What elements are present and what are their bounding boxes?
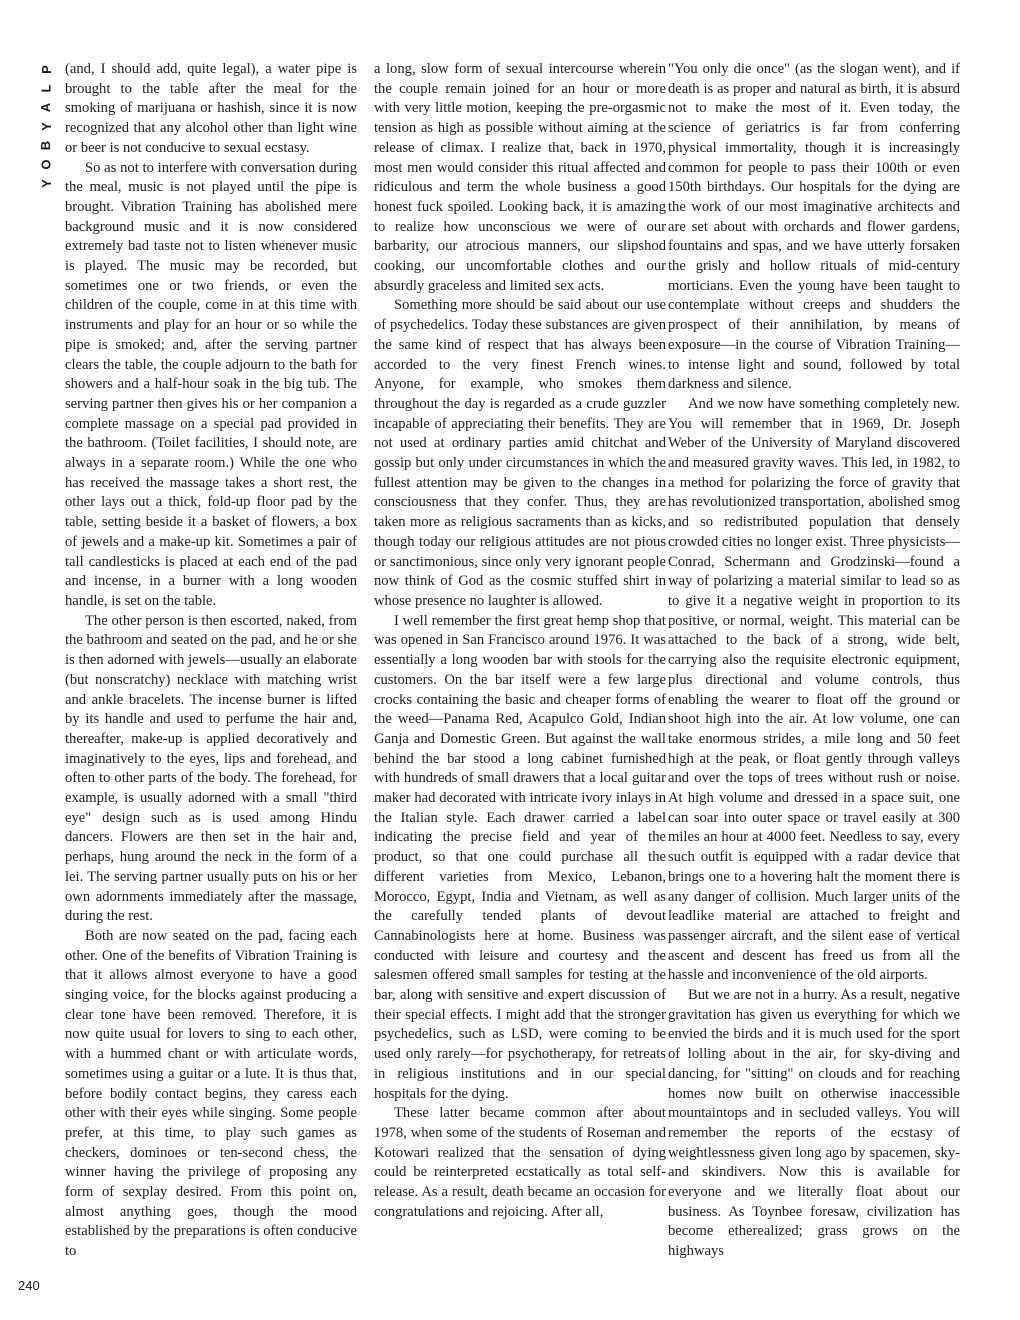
paragraph: "You only die once" (as the slogan went), and if death is as proper and natural as birth, it is absurd not to make the most of it. Even today, the science of geriatrics is far from conferring physical immortality, though it is increasingly common for people to pass their 100th or even 150th birthdays. Our hospitals for the dying are the work of our most imaginative architects and are set about with orchards and flower gardens, fountains and spas, and we have utterly forsaken the grisly and hollow rituals of mid-century morticians. Even the young have been taught to contemplate without creeps and shudders the prospect of their annihilation, by means of exposure—in the course of Vibration Training—to intense light and sound, followed by total darkness and silence.	[668, 61, 960, 393]
paragraph: And we now have something completely new. You will remember that in 1969, Dr. Joseph Weber of the University of Maryland discovered and measured gravity waves. This led, in 1982, to a method for polarizing the force of gravity that has revolutionized transportation, abolished smog and so redistributed population that densely crowded cities no longer exist. Three physicists—Conrad, Schermann and Grodzinski—found a way of polarizing a material similar to lead so as to give it a negative weight in proportion to its positive, or normal, weight. This material can be attached to the back of a strong, wide belt, carrying also the requisite electronic equipment, plus directional and volume controls, thus enabling the wearer to float off the ground or shoot high into the air. At low volume, one can take enormous strides, a mile long and 50 feet high at the peak, or float gently through valleys and over the tops of trees without rush or noise. At high volume and dressed in a space suit, one can soar into outer space or travel easily at 300 miles an hour at 4000 feet. Needless to say, every such outfit is equipped with a radar device that brings one to a hovering halt the moment there is any danger of collision. Much larger units of the leadlike material are attached to freight and passenger aircraft, and the silent ease of vertical ascent and descent has freed us from all the hassle and inconvenience of the old airports.	[668, 395, 960, 984]
paragraph: These latter became common after about 1978, when some of the students of Roseman and Kotowari realized that the sensation of dying could be reinterpreted ecstatically as total self-release. As a result, death became an occasion for congratulations and rejoicing. After all,	[374, 1105, 666, 1220]
running-head-letter: A	[38, 102, 54, 113]
text-column-1	[65, 60, 357, 1296]
page-number: 240	[18, 1278, 40, 1293]
running-head-letter: P	[38, 65, 54, 74]
running-head-letter: O	[38, 159, 54, 170]
text-column-2	[374, 60, 666, 1296]
paragraph: Both are now seated on the pad, facing each other. One of the benefits of Vibration Training is that it allows almost everyone to have a good singing voice, for the blocks against producing a clear tone have been removed. Therefore, it is now quite usual for lovers to sing to each other, with a hummed chant or with articulate words, sometimes using a guitar or a lute. It is thus that, before bodily contact begins, they caress each other with their eyes while singing. Some people prefer, at this time, to play such games as checkers, dominoes or ten-second chess, the winner having the privilege of proposing any form of sexplay desired. From this point on, almost anything goes, though the mood established by the preparations is often conducive to	[65, 927, 357, 1260]
running-head-letter: L	[38, 84, 54, 93]
text-column-3	[668, 60, 960, 1296]
paragraph: The other person is then escorted, naked, from the bathroom and seated on the pad, and he or she is then adorned with jewels—usually an elaborate (but nonscratchy) necklace with matching wrist and ankle bracelets. The incense burner is lifted by its handle and used to perfume the hair and, thereafter, make-up is applied decoratively and imaginatively to the eyes, lips and forehead, and often to other parts of the body. The forehead, for example, is usually adorned with a small "third eye" design such as is used among Hindu dancers. Flowers are then set in the hair and, perhaps, hung around the neck in the form of a lei. The serving partner usually puts on his or her own adornments immediately after the massage, during the rest.	[65, 612, 357, 925]
running-head-letter: Y	[38, 179, 54, 188]
running-head-letter: B	[38, 140, 54, 151]
running-head-letter: Y	[38, 122, 54, 131]
paragraph: Something more should be said about our use of psychedelics. Today these substances are given the same kind of respect that has always been accorded to the very finest French wines. Anyone, for example, who smokes them throughout the day is regarded as a crude guzzler incapable of appreciating their benefits. They are not used at ordinary parties amid chitchat and gossip but only under circumstances in which the fullest attention may be given to the changes in consciousness that they confer. Thus, they are taken more as religious sacraments than as kicks, though today our religious attitudes are not pious or sanctimonious, since only very ignorant people now think of God as the cosmic stuffed shirt in whose presence no laughter is allowed.	[374, 297, 666, 609]
paragraph: I well remember the first great hemp shop that was opened in San Francisco around 1976. It was essentially a long wooden bar with stools for the customers. On the bar itself were a few large crocks containing the basic and cheaper forms of the weed—Panama Red, Acapulco Gold, Indian Ganja and Domestic Green. But against the wall behind the bar stood a long cabinet furnished with hundreds of small drawers that a local guitar maker had decorated with intricate ivory inlays in the Italian style. Each drawer carried a label indicating the precise field and year of the product, so that one could purchase all the different varieties from Mexico, Lebanon, Morocco, Egypt, India and Vietnam, as well as the carefully tended plants of devout Cannabinologists here at home. Business was conducted with leisure and courtesy and the salesmen offered small samples for testing at the bar, along with sensitive and expert discussion of their special effects. I might add that the stronger psychedelics, such as LSD, were coming to be used only rarely—for psychotherapy, for retreats in religious institutions and in our special hospitals for the dying.	[374, 612, 666, 1102]
running-head	[28, 60, 64, 193]
paragraph: But we are not in a hurry. As a result, negative gravitation has given us everything for which we envied the birds and it is much used for the sport of lolling about in the air, for sky-diving and dancing, for "sitting" on clouds and for reaching homes now built on otherwise inaccessible mountaintops and in secluded valleys. You will remember the reports of the ecstasy of weightlessness given long ago by spacemen, sky- and skindivers. Now this is available for everyone and we literally float about our business. As Toynbee foresaw, civilization has become etherealized; grass grows on the highways	[668, 987, 960, 1260]
paragraph: (and, I should add, quite legal), a water pipe is brought to the table after the meal for the smoking of marijuana or hashish, since it is now recognized that any alcohol other than light wine or beer is not conducive to sexual ecstasy.	[65, 61, 357, 156]
paragraph: So as not to interfere with conversation during the meal, music is not played until the pipe is brought. Vibration Training has abolished mere background music and it is now considered extremely bad taste not to listen whenever music is played. The music may be recorded, but sometimes one or two friends, or even the children of the couple, come in at this time with instruments and play for an hour or so while the pipe is smoked; and, after the serving partner clears the table, the couple adjourn to the bath for showers and a half-hour soak in the big tub. The serving partner then gives his or her companion a complete massage on a special pad provided in the bathroom. (Toilet facilities, I should note, are always in a separate room.) While the one who has received the massage takes a short rest, the other lays out a thick, fold-up floor pad by the table, setting beside it a basket of flowers, a box of jewels and a make-up kit. Sometimes a pair of tall candlesticks is placed at each end of the pad and incense, in a burner with a long wooden handle, is set on the table.	[65, 159, 357, 609]
paragraph: a long, slow form of sexual intercourse wherein the couple remain joined for an hour or more with very little motion, keeping the pre-orgasmic tension as high as possible without aiming at the release of climax. I realize that, back in 1970, most men would consider this ritual affected and ridiculous and term the whole business a good honest fuck spoiled. Looking back, it is amazing to realize how unconscious we were of our barbarity, our atrocious manners, our slipshod cooking, our uncomfortable clothes and our absurdly graceless and limited sex acts.	[374, 61, 666, 294]
